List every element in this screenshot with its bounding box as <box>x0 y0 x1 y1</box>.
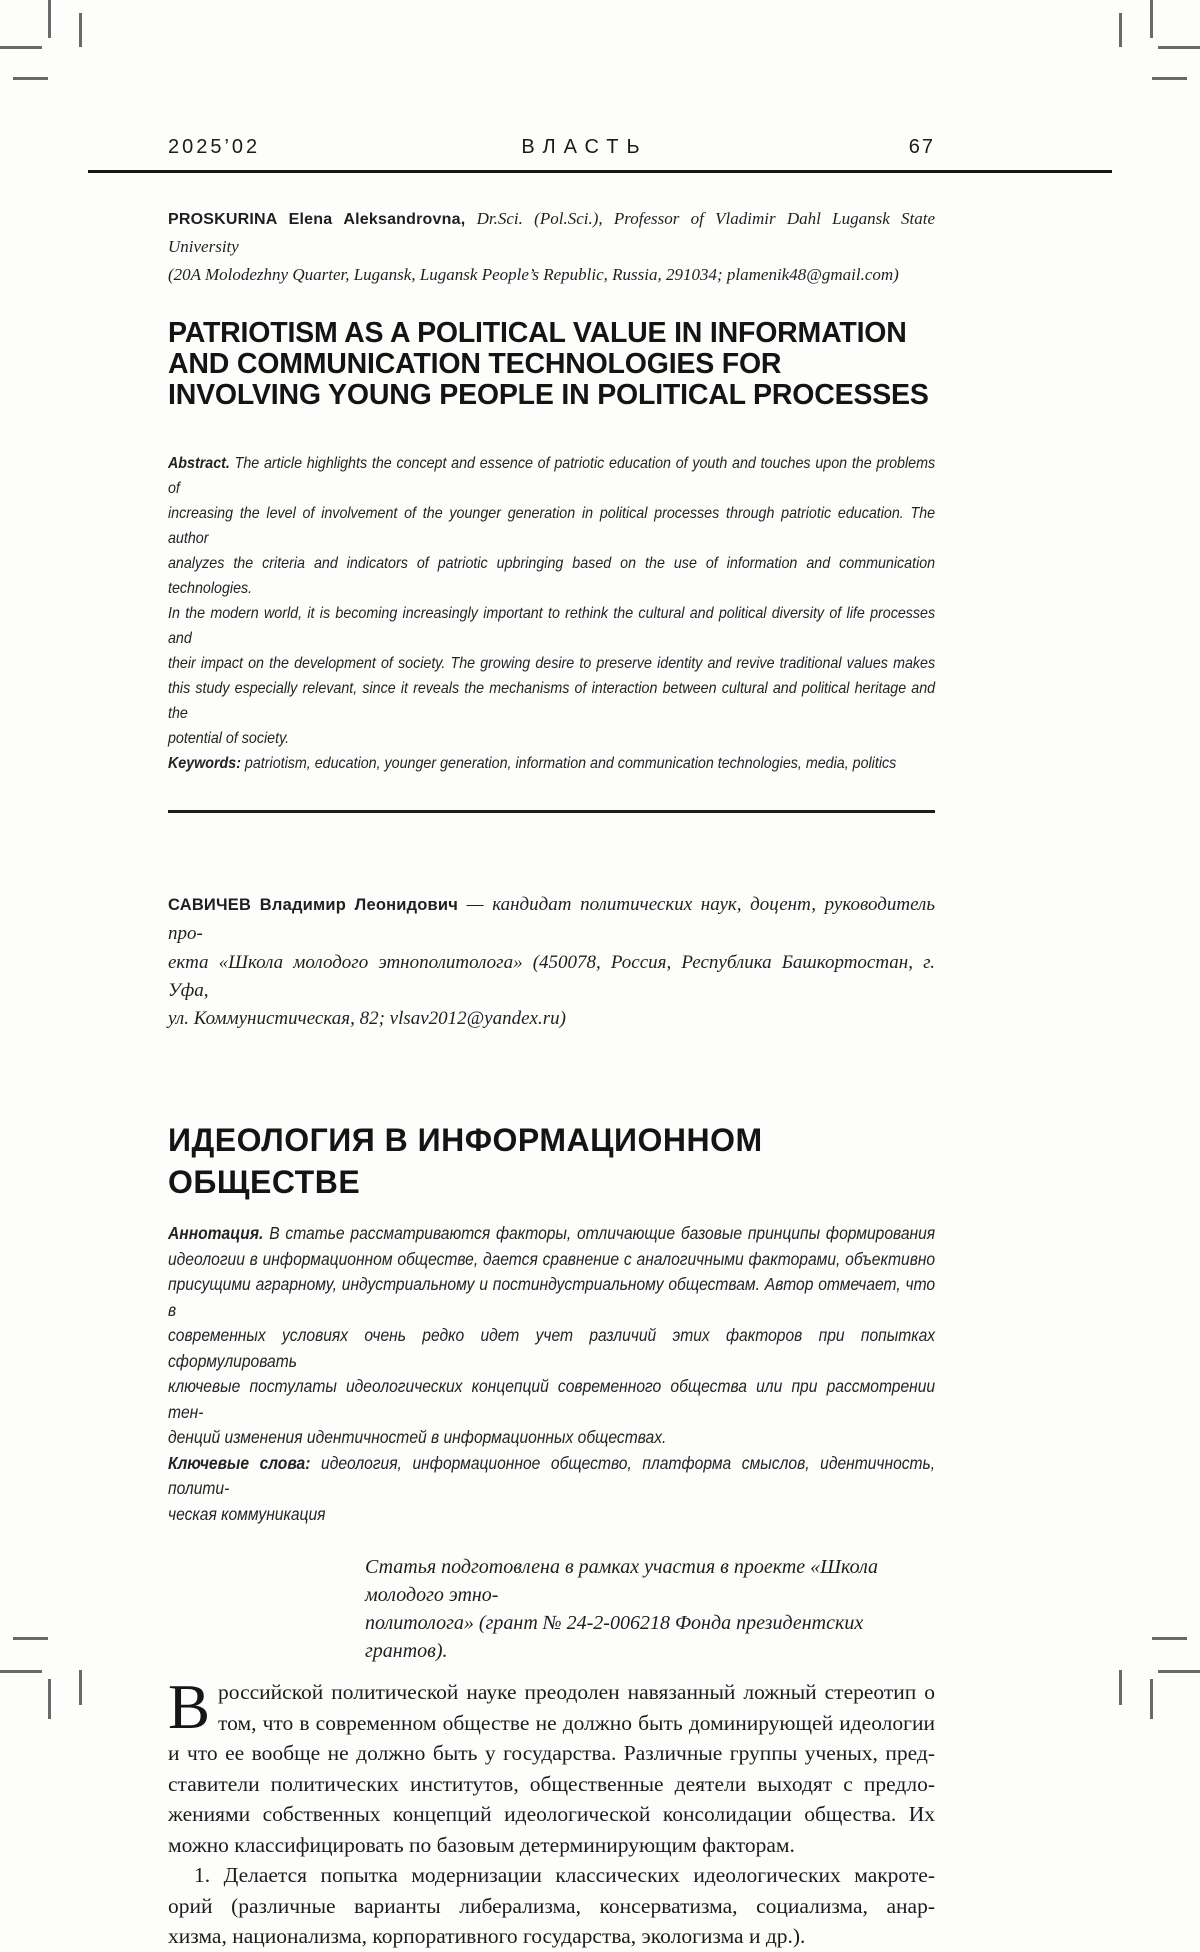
ru-author-block <box>168 891 935 1033</box>
crop-mark-line <box>48 1679 51 1719</box>
body-line: жениями собственных концепций идеологической консолидации общества. Их <box>168 1802 935 1826</box>
crop-mark-line <box>1158 1670 1200 1673</box>
body-line: 1. Делается попытка модернизации классических идеологических макроте- <box>194 1863 935 1887</box>
crop-mark-line <box>0 1670 42 1673</box>
grant-note-line: Статья подготовлена в рамках участия в проекте «Школа молодого этно- <box>365 1556 879 1606</box>
ru-article-title <box>168 1119 935 1203</box>
en-author-address: (20A Molodezhny Quarter, Lugansk, Lugansk People’s Republic, Russia, 291034; plamenik48@gmail.com) <box>168 265 899 284</box>
crop-mark-line <box>1119 1670 1122 1705</box>
ru-author-line: екта «Школа молодого этнополитолога» (450078, Россия, Республика Башкортостан, г. Уфа, <box>168 952 935 1001</box>
en-author-affiliation: Dr.Sci. (Pol.Sci.), Professor of Vladimir Dahl Lugansk State University <box>168 209 935 256</box>
abstract-text: The article highlights the concept and essence of patriotic education of youth and touches upon the problems of <box>168 455 936 497</box>
ru-keywords-line <box>168 1451 935 1502</box>
en-author-block <box>168 205 935 288</box>
ru-keywords-text: идеология, информационное общество, платформа смыслов, идентичность, полити- <box>168 1452 936 1498</box>
annotation-line: идеологии в информационном обществе, дается сравнение с аналогичными факторами, объективно <box>168 1248 936 1269</box>
annotation-line: денций изменения идентичностей в информационных обществах. <box>168 1427 667 1447</box>
abstract-label: Abstract. <box>168 455 230 472</box>
body-line: том, что в современном обществе не должно быть доминирующей идеологии <box>218 1710 935 1735</box>
abstract-line: their impact on the development of society. The growing desire to preserve identity and revive traditional values makes <box>168 655 936 672</box>
article-body <box>168 1672 935 1952</box>
ru-keywords-line: ческая коммуникация <box>168 1503 326 1524</box>
body-line: российской политической науке преодолен навязанный ложный стереотип о <box>218 1680 935 1704</box>
body-line: орий (различные варианты либерализма, консерватизма, социализма, анар- <box>168 1893 935 1918</box>
drop-cap: В <box>168 1672 211 1742</box>
abstract-line: analyzes the criteria and indicators of patriotic upbringing based on the use of information and communication technologies. <box>168 555 936 597</box>
ru-author-affiliation: — кандидат политических наук, доцент, руководитель про- <box>168 894 935 944</box>
crop-mark-line <box>1150 1679 1153 1719</box>
article-separator <box>168 810 935 813</box>
crop-mark-line <box>79 1670 82 1705</box>
annotation-line: присущими аграрному, индустриальному и постиндустриальному обществам. Автор отмечает, что в <box>168 1274 936 1320</box>
keywords-text: patriotism, education, younger generation, information and communication technologies, media, politics <box>240 755 897 772</box>
ru-author-name: САВИЧЕВ Владимир Леонидович <box>168 896 459 914</box>
en-title-line: AND COMMUNICATION TECHNOLOGIES FOR <box>168 348 782 380</box>
journal-title: ВЛАСТЬ <box>521 136 648 158</box>
crop-mark-line <box>1152 77 1187 80</box>
en-title-line: PATRIOTISM AS A POLITICAL VALUE IN INFORMATION <box>168 317 907 349</box>
body-line: можно классифицировать по базовым детерминирующим факторам. <box>168 1832 795 1857</box>
en-title-line: INVOLVING YOUNG PEOPLE IN POLITICAL PROCESSES <box>168 379 929 411</box>
en-author-line <box>168 205 935 261</box>
crop-mark-line <box>1119 13 1122 47</box>
crop-mark-line <box>1158 46 1200 49</box>
ru-author-line: ул. Коммунистическая, 82; vlsav2012@yandex.ru) <box>168 1008 566 1029</box>
en-abstract <box>168 451 935 776</box>
body-line: ставители политических институтов, общественные деятели выходят с предло- <box>168 1771 935 1796</box>
crop-mark-line <box>48 0 51 38</box>
running-header <box>168 136 935 159</box>
ru-title-line: ИДЕОЛОГИЯ В ИНФОРМАЦИОННОМ <box>168 1122 763 1158</box>
abstract-line: In the modern world, it is becoming increasingly important to rethink the cultural and political diversity of life processes and <box>168 605 936 647</box>
issue-label: 2025’02 <box>168 136 261 158</box>
en-keywords <box>168 751 935 776</box>
crop-mark-line <box>79 13 82 47</box>
annotation-text: В статье рассматриваются факторы, отличающие базовые принципы формирования <box>263 1223 936 1243</box>
abstract-line <box>168 451 935 501</box>
page-number: 67 <box>908 136 935 158</box>
abstract-line: this study especially relevant, since it reveals the mechanisms of interaction between cultural and political heritage and the <box>168 680 936 722</box>
annotation-line: современных условиях очень редко идет учет различий этих факторов при попытках сформулировать <box>168 1325 936 1371</box>
abstract-line: increasing the level of involvement of the younger generation in political processes through patriotic education. The author <box>168 505 936 547</box>
crop-mark-line <box>13 1637 48 1640</box>
annotation-label: Аннотация. <box>168 1223 264 1243</box>
en-article-title <box>168 318 935 411</box>
crop-mark-line <box>1152 1637 1187 1640</box>
ru-author-line <box>168 891 935 949</box>
en-author-name: PROSKURINA Elena Aleksandrovna, <box>168 211 466 228</box>
annotation-line: ключевые постулаты идеологических концепций современного общества или при рассмотрении тен- <box>168 1376 936 1422</box>
crop-mark-line <box>0 46 42 49</box>
ru-annotation <box>168 1221 935 1527</box>
annotation-line <box>168 1221 935 1247</box>
body-line: хизма, национализма, корпоративного государства, экологизма и др.). <box>168 1924 806 1948</box>
grant-note <box>365 1553 935 1665</box>
grant-note-line: политолога» (грант № 24-2-006218 Фонда президентских грантов). <box>365 1612 864 1662</box>
header-rule <box>88 170 1112 173</box>
ru-keywords-label: Ключевые слова: <box>168 1452 311 1473</box>
keywords-label: Keywords: <box>168 755 241 772</box>
abstract-line: potential of society. <box>168 730 290 747</box>
crop-mark-line <box>1150 0 1153 38</box>
body-line: и что ее вообще не должно быть у государства. Различные группы ученых, пред- <box>168 1741 935 1765</box>
ru-title-line: ОБЩЕСТВЕ <box>168 1164 361 1200</box>
page-column <box>168 205 935 1952</box>
crop-mark-line <box>13 77 48 80</box>
